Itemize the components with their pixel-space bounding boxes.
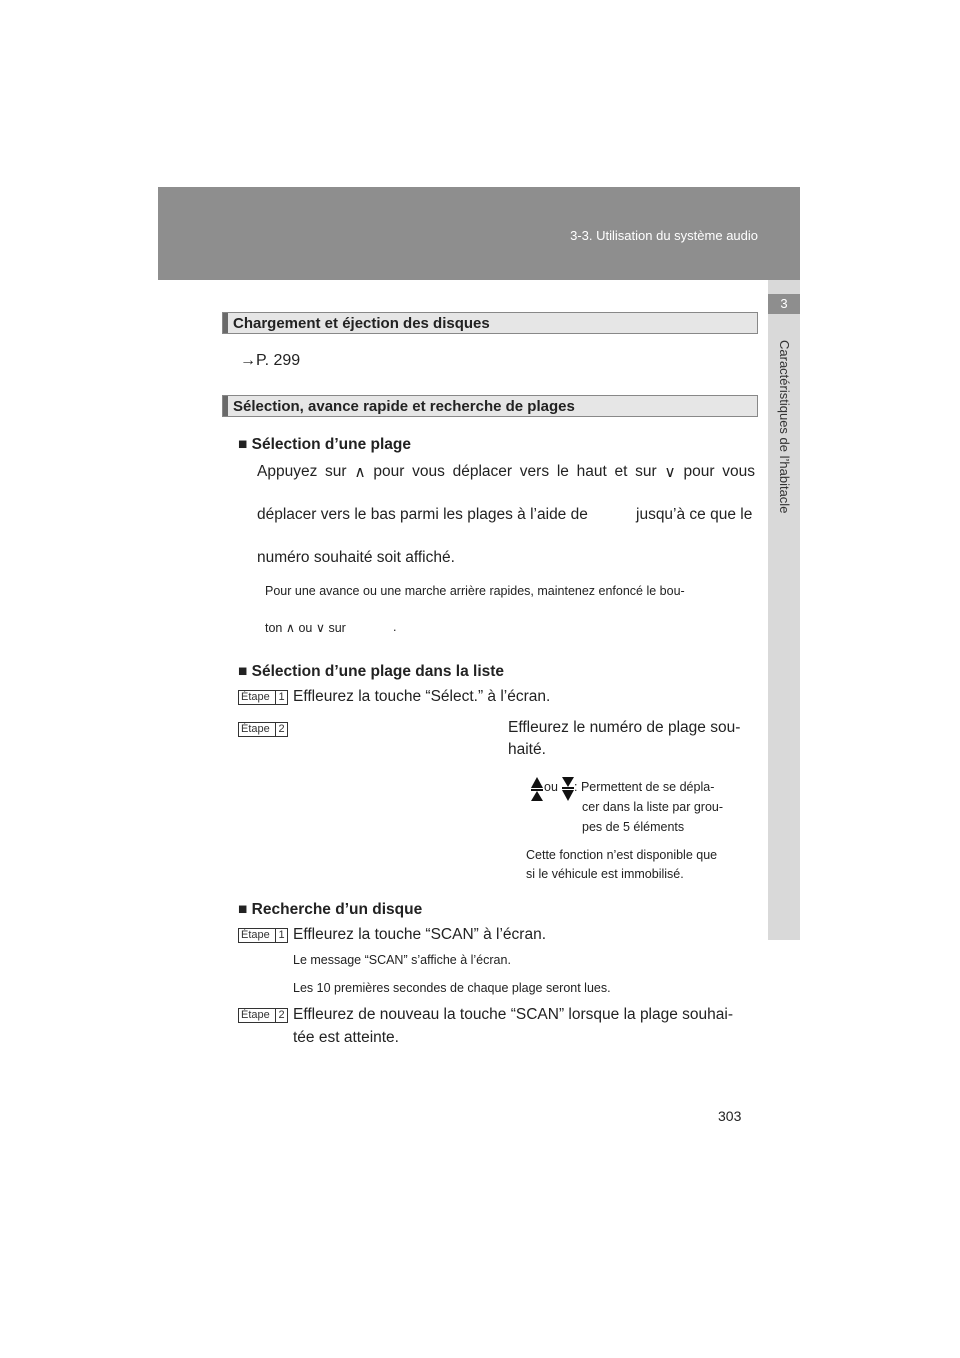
- section-heading-text: Sélection, avance rapide et recherche de plages: [233, 398, 575, 415]
- scroll-down-double-arrow-icon: [562, 777, 574, 801]
- section-heading-loading: [222, 312, 758, 334]
- step-badge-1: [238, 690, 288, 705]
- page-reference: →P. 299: [240, 352, 301, 369]
- header-band: [158, 187, 800, 280]
- step-1-text: Effleurez la touche “Sélect.” à l’écran.: [293, 688, 551, 705]
- word: vous: [722, 463, 755, 480]
- step-badge-1: [238, 928, 288, 943]
- step-number: 2: [275, 1009, 287, 1022]
- word: sur: [635, 463, 657, 480]
- step-1-text: Effleurez la touche “SCAN” à l’écran.: [293, 926, 546, 943]
- note-line-2b: .: [393, 620, 397, 634]
- section-title: 3-3. Utilisation du système audio: [570, 228, 758, 243]
- legend-ou: ou: [544, 780, 558, 794]
- step-number: 1: [275, 691, 287, 704]
- step-number: 1: [275, 929, 287, 942]
- step-label: Étape: [241, 723, 270, 735]
- word: déplacer: [452, 463, 513, 480]
- section-heading-selection: [222, 395, 758, 417]
- paragraph-line-2b: jusqu’à ce que le: [636, 506, 753, 523]
- step-2-line-1: Effleurez de nouveau la touche “SCAN” lorsque la plage souhai-: [293, 1006, 734, 1023]
- subheading-track-select: ■ Sélection d’une plage: [238, 436, 412, 453]
- word: vers: [519, 463, 550, 480]
- step-label: Étape: [241, 1009, 270, 1021]
- word: pour: [373, 463, 405, 480]
- word: haut: [576, 463, 607, 480]
- up-arrow-symbol: ∧: [354, 464, 366, 481]
- heading-accent-bar: [223, 313, 228, 333]
- word: Appuyez: [257, 463, 318, 480]
- step-1-note-1: Le message “SCAN” s’affiche à l’écran.: [293, 953, 511, 967]
- word: le: [556, 463, 569, 480]
- step-badge-2: [238, 722, 288, 737]
- subheading-list-select: ■ Sélection d’une plage dans la liste: [238, 663, 505, 680]
- step-badge-2: [238, 1008, 288, 1023]
- word: et: [614, 463, 628, 480]
- paragraph-line-1: [257, 463, 755, 482]
- subheading-disc-search: ■ Recherche d’un disque: [238, 901, 423, 918]
- note-line-1: Pour une avance ou une marche arrière rapides, maintenez enfoncé le bou-: [265, 584, 685, 598]
- availability-note-2: si le véhicule est immobilisé.: [526, 867, 684, 881]
- step-label: Étape: [241, 929, 270, 941]
- step-label: Étape: [241, 691, 270, 703]
- chapter-title: Caractéristiques de l’habitacle: [777, 340, 792, 514]
- word: vous: [412, 463, 445, 480]
- paragraph-line-3: numéro souhaité soit affiché.: [257, 549, 455, 566]
- step-2-line-2: haité.: [508, 741, 546, 758]
- legend-line-3: pes de 5 éléments: [582, 820, 685, 834]
- word: pour: [683, 463, 715, 480]
- step-2-line-1: Effleurez le numéro de plage sou-: [508, 719, 741, 736]
- step-2-line-2: tée est atteinte.: [293, 1029, 399, 1046]
- availability-note-1: Cette fonction n’est disponible que: [526, 848, 718, 862]
- scroll-up-double-arrow-icon: [531, 777, 543, 801]
- step-number: 2: [275, 723, 287, 736]
- step-1-note-2: Les 10 premières secondes de chaque plage seront lues.: [293, 981, 611, 995]
- word: sur: [325, 463, 347, 480]
- page-number: 303: [718, 1108, 742, 1124]
- paragraph-line-2a: déplacer vers le bas parmi les plages à l’aide de: [257, 506, 588, 523]
- down-arrow-symbol: ∨: [664, 464, 676, 481]
- chapter-number: 3: [768, 294, 800, 314]
- legend-line-2: cer dans la liste par grou-: [582, 800, 724, 814]
- legend-line-1: : Permettent de se dépla-: [574, 780, 715, 794]
- section-heading-text: Chargement et éjection des disques: [233, 315, 490, 332]
- chapter-side-tab: [768, 280, 800, 940]
- heading-accent-bar: [223, 396, 228, 416]
- note-line-2a: ton ∧ ou ∨ sur: [265, 621, 346, 635]
